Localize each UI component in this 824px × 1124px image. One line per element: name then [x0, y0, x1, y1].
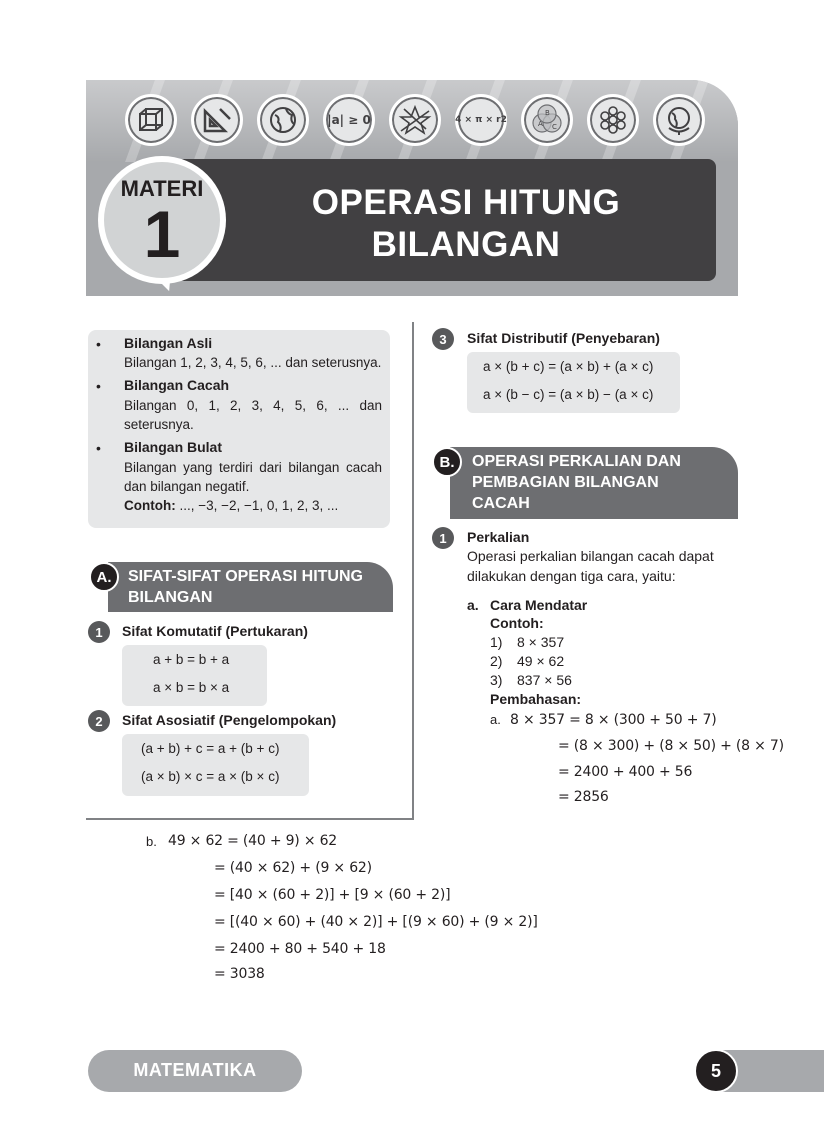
solution-a-line: = 2856: [558, 789, 609, 805]
materi-number: 1: [143, 197, 181, 271]
column-divider: [412, 322, 414, 820]
example-expression: 8 × 357: [517, 634, 565, 650]
pembahasan-label: Pembahasan:: [490, 691, 582, 707]
info-text-asli: Bilangan 1, 2, 3, 4, 5, 6, ... dan seterusnya.: [124, 355, 382, 370]
cube-icon: [125, 94, 177, 146]
solution-b-letter: b.: [146, 834, 157, 849]
solution-a-letter: a.: [490, 712, 501, 727]
method-letter: a.: [467, 597, 479, 613]
perkalian-intro-line2: dilakukan dengan tiga cara, yaitu:: [467, 568, 676, 584]
set-square-icon: [191, 94, 243, 146]
property-number-1: 1: [88, 621, 110, 643]
section-a-title: SIFAT-SIFAT OPERASI HITUNG BILANGAN: [128, 568, 363, 606]
property-number-2: 2: [88, 710, 110, 732]
solution-a-line: = 2400 + 400 + 56: [558, 764, 693, 780]
solution-b-line: = [40 × (60 + 2)] + [9 × (60 + 2)]: [214, 887, 451, 903]
perkalian-title: Perkalian: [467, 529, 530, 545]
example-expression: 49 × 62: [517, 653, 565, 669]
column-divider-bottom: [86, 818, 414, 820]
venn-label-a: A: [538, 120, 543, 128]
formula: a × (b − c) = (a × b) − (a × c): [483, 387, 654, 402]
example-expression: 837 × 56: [517, 672, 572, 688]
info-title-bulat: Bilangan Bulat: [124, 439, 223, 455]
info-title-cacah: Bilangan Cacah: [124, 377, 230, 393]
page-title: OPERASI HITUNG BILANGAN: [311, 183, 621, 264]
absolute-value-icon: |a| ≥ 0: [323, 94, 375, 146]
solution-b-line: = (40 × 62) + (9 × 62): [214, 860, 372, 876]
property-title-komutatif: Sifat Komutatif (Pertukaran): [122, 623, 308, 639]
formula: (a + b) + c = a + (b + c): [141, 741, 280, 756]
formula: a × b = b × a: [153, 680, 230, 695]
subject-label: MATEMATIKA: [133, 1060, 257, 1080]
solution-b-line: = [(40 × 60) + (40 × 2)] + [(9 × 60) + (9 × 2)]: [214, 914, 538, 930]
star-geometry-icon: [389, 94, 441, 146]
info-text-bulat: Bilangan yang terdiri dari bilangan cacah dan bilangan negatif.: [124, 460, 382, 494]
example-number: 1): [490, 634, 503, 650]
globe-icon: [257, 94, 309, 146]
bullet-icon: •: [96, 440, 101, 456]
section-a-badge: A.: [89, 562, 119, 592]
section-b-badge: B.: [432, 447, 462, 477]
hexagon-cells-icon: [587, 94, 639, 146]
section-b-title: OPERASI PERKALIAN DAN PEMBAGIAN BILANGAN CACAH: [472, 453, 681, 512]
venn-label-b: B: [545, 109, 550, 117]
venn-label-c: C: [552, 123, 557, 131]
bullet-icon: •: [96, 336, 101, 352]
method-title: Cara Mendatar: [490, 597, 588, 613]
formula: (a × b) × c = a × (b × c): [141, 769, 280, 784]
circle-area-formula-icon: 4 × π × r2: [455, 94, 507, 146]
page-number: 5: [694, 1049, 738, 1093]
example-number: 3): [490, 672, 503, 688]
property-title-asosiatif: Sifat Asosiatif (Pengelompokan): [122, 712, 337, 728]
venn-diagram-icon: [521, 94, 573, 146]
solution-a-line: = (8 × 300) + (8 × 50) + (8 × 7): [558, 738, 784, 754]
solution-a-line: 8 × 357 = 8 × (300 + 50 + 7): [510, 712, 717, 728]
solution-b-line: 49 × 62 = (40 + 9) × 62: [168, 833, 338, 849]
property-number-3: 3: [432, 328, 454, 350]
info-example-bulat: Contoh: ..., −3, −2, −1, 0, 1, 2, 3, ...: [124, 498, 339, 513]
globe-stand-icon: [653, 94, 705, 146]
info-text-cacah: Bilangan 0, 1, 2, 3, 4, 5, 6, ... dan seterusnya.: [124, 398, 382, 432]
perkalian-number: 1: [432, 527, 454, 549]
formula: a × (b + c) = (a × b) + (a × c): [483, 359, 654, 374]
example-number: 2): [490, 653, 503, 669]
bullet-icon: •: [96, 378, 101, 394]
perkalian-intro-line1: Operasi perkalian bilangan cacah dapat: [467, 548, 714, 564]
property-title-distributif: Sifat Distributif (Penyebaran): [467, 330, 660, 346]
materi-label: MATERI: [120, 176, 204, 201]
solution-b-line: = 3038: [214, 966, 265, 982]
formula: a + b = b + a: [153, 652, 230, 667]
info-title-asli: Bilangan Asli: [124, 335, 213, 351]
contoh-label: Contoh:: [490, 615, 544, 631]
solution-b-line: = 2400 + 80 + 540 + 18: [214, 941, 386, 957]
